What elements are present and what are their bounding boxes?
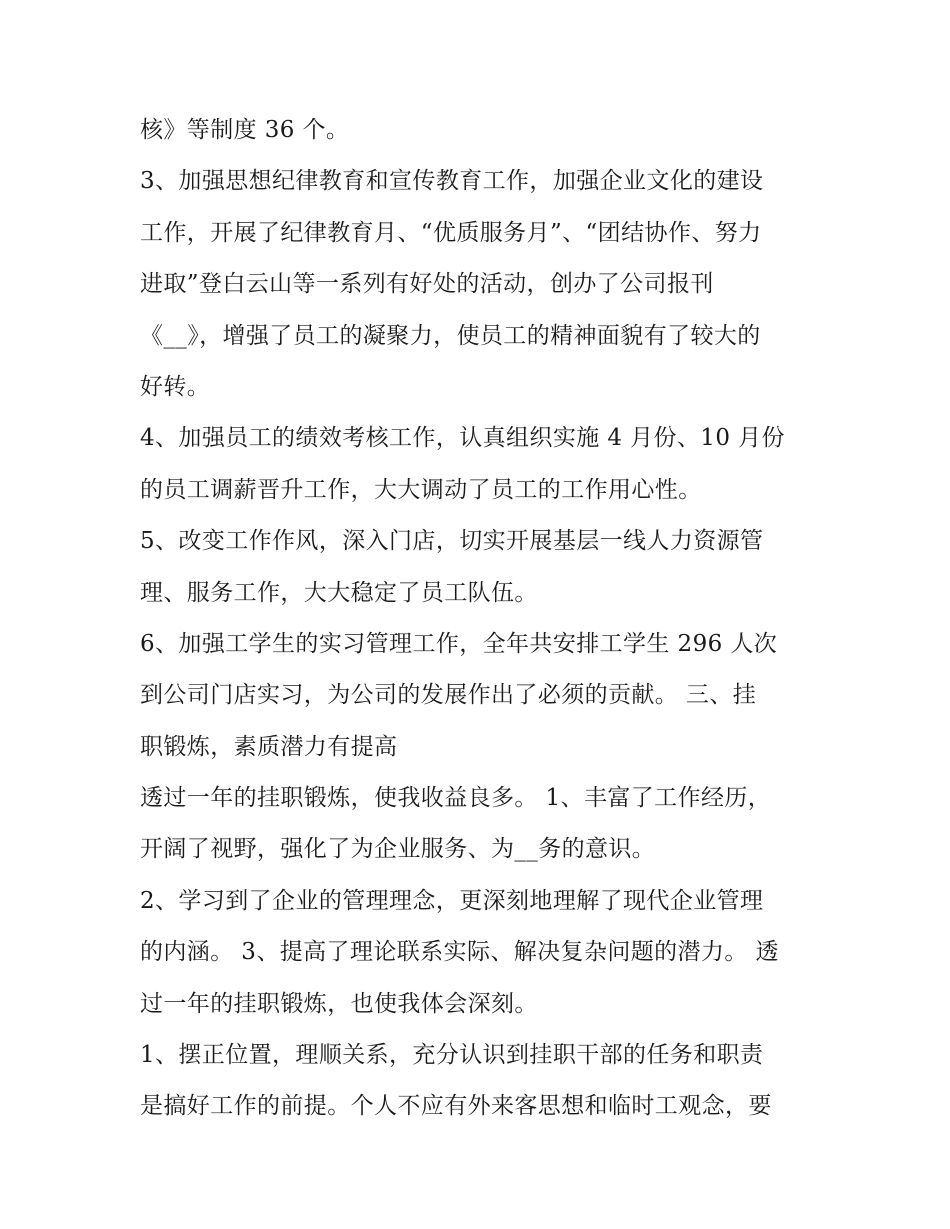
text-line: 职锻炼，素质潜力有提高: [140, 733, 398, 760]
text-line: 4、加强员工的绩效考核工作，认真组织实施 4 月份、10 月份: [140, 425, 785, 452]
text-line: 工作，开展了纪律教育月、“优质服务月”、“团结协作、努力: [140, 219, 762, 246]
text-line: 3、加强思想纪律教育和宣传教育工作，加强企业文化的建设: [140, 168, 764, 195]
text-line: 是搞好工作的前提。个人不应有外来客思想和临时工观念，要: [140, 1093, 772, 1120]
text-line: 开阔了视野，强化了为企业服务、为__务的意识。: [140, 836, 656, 863]
text-line: 核》等制度 36 个。: [140, 117, 350, 143]
text-line: 理、服务工作，大大稳定了员工队伍。: [140, 579, 538, 606]
text-line: 的员工调薪晋升工作，大大调动了员工的工作用心性。: [140, 476, 702, 503]
document-body: [140, 105, 830, 1133]
text-line: 的内涵。 3、提高了理论联系实际、解决复杂问题的潜力。 透: [140, 939, 779, 966]
text-line: 过一年的挂职锻炼，也使我体会深刻。: [140, 990, 538, 1017]
text-line: 到公司门店实习，为公司的发展作出了必须的贡献。 三、挂: [140, 682, 757, 709]
text-line: 透过一年的挂职锻炼，使我收益良多。 1、丰富了工作经历，: [140, 785, 772, 812]
text-line: 1、摆正位置，理顺关系，充分认识到挂职干部的任务和职责: [140, 1042, 764, 1069]
text-line: 6、加强工学生的实习管理工作，全年共安排工学生 296 人次: [140, 630, 778, 657]
text-line: 进取”登白云山等一系列有好处的活动，创办了公司报刊: [140, 271, 714, 298]
text-line: 《__》，增强了员工的凝聚力，使员工的精神面貌有了较大的: [140, 322, 761, 349]
text-line: 好转。: [140, 373, 211, 400]
text-line: 5、改变工作作风，深入门店，切实开展基层一线人力资源管: [140, 528, 764, 555]
text-line: 2、学习到了企业的管理理念，更深刻地理解了现代企业管理: [140, 887, 764, 914]
